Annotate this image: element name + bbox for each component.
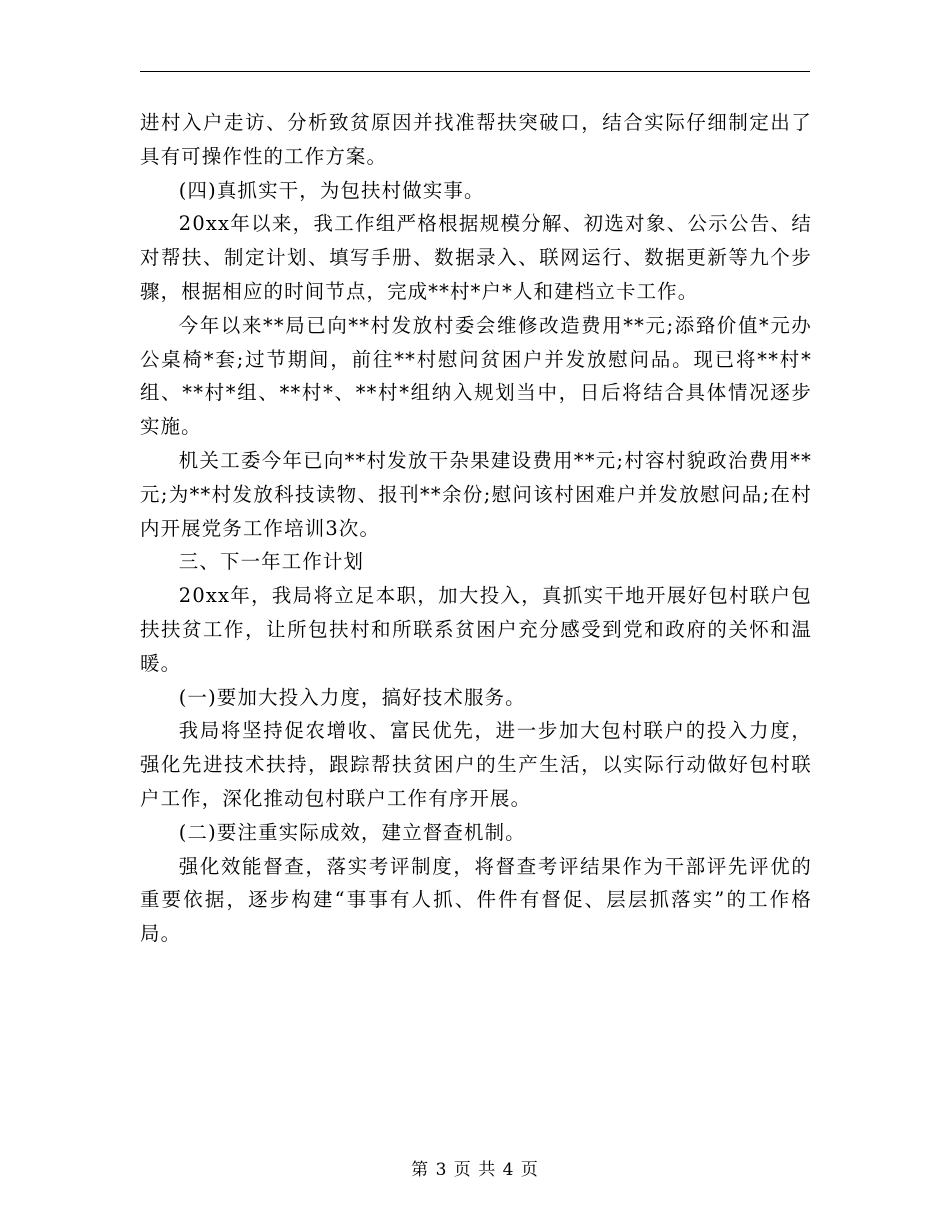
header-rule	[140, 71, 810, 72]
paragraph: 20xx年以来，我工作组严格根据规模分解、初选对象、公示公告、结对帮扶、制定计划、填写手册、数据录入、联网运行、数据更新等九个步骤，根据相应的时间节点，完成**村*户*人和建档立卡工作。	[140, 212, 812, 303]
section-heading-4: (四)真抓实干，为包扶村做实事。	[178, 178, 485, 202]
page-number-footer: 第 3 页 共 4 页	[411, 1160, 539, 1180]
paragraph: 我局将坚持促农增收、富民优先，进一步加大包村联户的投入力度，强化先进技术扶持，跟踪帮扶贫困户的生产生活，以实际行动做好包村联户工作，深化推动包村联户工作有序开展。	[140, 719, 812, 810]
paragraph: 机关工委今年已向**村发放干杂果建设费用**元;村容村貌政治费用**元;为**村发放科技读物、报刊**余份;慰问该村困难户并发放慰问品;在村内开展党务工作培训3次。	[140, 448, 812, 540]
document-body	[140, 106, 812, 951]
paragraph: 20xx年，我局将立足本职，加大投入，真抓实干地开展好包村联户包扶扶贫工作，让所包扶村和所联系贫困户充分感受到党和政府的关怀和温暖。	[140, 584, 812, 675]
section-heading-1: (一)要加大投入力度，搞好技术服务。	[178, 685, 526, 709]
section-heading-plan: 三、下一年工作计划	[178, 550, 365, 574]
paragraph: 今年以来**局已向**村发放村委会维修改造费用**元;添臵价值*元办公桌椅*套;过节期间，前往**村慰问贫困户并发放慰问品。现已将**村*组、**村*组、**村*、**村*组纳入规划当中，日后将结合具体情况逐步实施。	[140, 313, 812, 439]
section-heading-2: (二)要注重实际成效，建立督查机制。	[178, 820, 526, 844]
paragraph: 强化效能督查，落实考评制度，将督查考评结果作为干部评先评优的重要依据，逐步构建“事事有人抓、件件有督促、层层抓落实”的工作格局。	[140, 854, 812, 946]
paragraph-continuation: 进村入户走访、分析致贫原因并找准帮扶突破口，结合实际仔细制定出了具有可操作性的工作方案。	[140, 111, 812, 168]
